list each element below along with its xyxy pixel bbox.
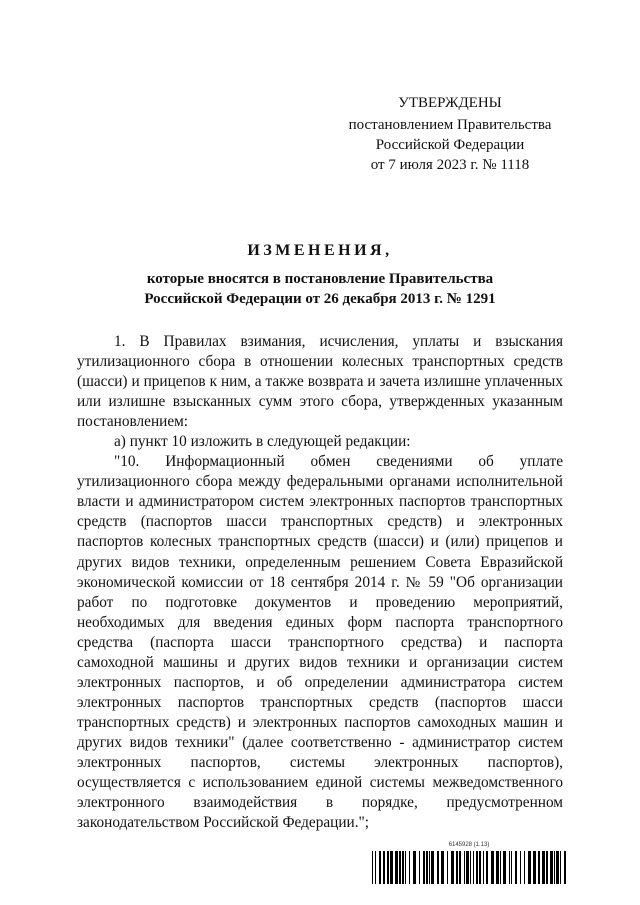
barcode-image [372, 851, 566, 884]
barcode-bar [473, 851, 474, 884]
barcode-bar [560, 851, 561, 884]
approval-line: Российской Федерации [375, 137, 525, 153]
barcode-block [372, 842, 566, 884]
barcode-bar [500, 851, 501, 884]
barcode-bar [429, 851, 430, 884]
document-heading [60, 240, 580, 309]
barcode-bar [515, 851, 517, 884]
barcode-bar [387, 851, 389, 884]
barcode-bar [538, 851, 540, 884]
barcode-bar [379, 851, 381, 884]
barcode-bar [409, 851, 410, 884]
paragraph-1: 1. В Правилах взимания, исчисления, уплаты и взыскания утилизационного сбора в отношении колесных транспортных средств (шасси) и прицепов к ним, а также возврата и зачета излишне уплаченных или излишне взысканных сумм этого сбора, утвержденных указанным постановлением: [77, 333, 563, 431]
barcode-bar [437, 851, 439, 884]
barcode-bar [564, 851, 566, 884]
barcode-bar [491, 851, 494, 884]
barcode-bar [399, 851, 401, 884]
barcode-bar [503, 851, 506, 884]
barcode-bar [479, 851, 481, 884]
barcode-bar [556, 851, 559, 884]
barcode-bar [459, 851, 461, 884]
barcode-bar [476, 851, 478, 884]
barcode-bar [431, 851, 434, 884]
barcode-bar [464, 851, 465, 884]
barcode-bar [486, 851, 488, 884]
barcode-bar [390, 851, 393, 884]
barcode-bar [533, 851, 536, 884]
approval-line: постановлением Правительства [348, 117, 552, 133]
paragraph-3: "10. Информационный обмен сведениями об уплате утилизационного сбора между федеральными органами исполнительной власти и администратором систем электронных паспортов транспортных средств (паспортов шасси транспортных средств) и электронных паспортов колесных транспортных средств (шасси) и (или) прицепов и других видов техники, определенным решением Совета Евразийской экономической комиссии от 18 сентября 2014 г. № 59 "Об организации работ по подготовке документов и проведению мероприятий, необходимых для введения единых форм паспорта транспортного средства (паспорта шасси транспортного средства) и паспорта самоходной машины и других видов техники и организации систем электронных паспортов, и об определении администратора систем электронных паспортов транспортных средств (паспортов шасси транспортных средств) и электронных паспортов самоходных машин и других видов техники" (далее соответственно - администратор систем электронных паспортов, системы электронных паспортов), осуществляется с использованием единой системы межведомственного электронного взаимодействия в порядке, предусмотренном законодательством Российской Федерации."; [77, 453, 563, 832]
barcode-bar [447, 851, 448, 884]
barcode-bar [466, 851, 469, 884]
document-subtitle [60, 269, 580, 309]
barcode-bar [383, 851, 385, 884]
barcode-bar [451, 851, 454, 884]
paragraph-2: а) пункт 10 изложить в следующей редакции: [114, 433, 411, 451]
barcode-bar [550, 851, 553, 884]
subtitle-line: которые вносятся в постановление Правительства [146, 271, 494, 287]
barcode-bar [375, 851, 376, 884]
barcode-bar [520, 851, 521, 884]
barcode-bar [441, 851, 444, 884]
document-title: ИЗМЕНЕНИЯ, [247, 242, 393, 259]
subtitle-line: Российской Федерации от 26 декабря 2013 г. № 1291 [144, 291, 496, 307]
barcode-bar [496, 851, 499, 884]
barcode-bar [413, 851, 416, 884]
barcode-bar [402, 851, 404, 884]
barcode-bar [372, 851, 373, 884]
barcode-caption: 6145928 (1.13) [448, 842, 490, 848]
document-body [77, 332, 563, 833]
barcode-bar [528, 851, 531, 884]
barcode-bar [554, 851, 555, 884]
barcode-bar [405, 851, 406, 884]
approval-line: от 7 июля 2023 г. № 1118 [370, 157, 530, 173]
barcode-bar [542, 851, 545, 884]
barcode-bar [423, 851, 425, 884]
barcode-bar [546, 851, 548, 884]
barcode-bar [395, 851, 398, 884]
approval-stamp [320, 93, 580, 175]
approval-title: УТВЕРЖДЕНЫ [398, 95, 502, 111]
barcode-bar [470, 851, 471, 884]
barcode-bar [524, 851, 525, 884]
barcode-bar [483, 851, 484, 884]
barcode-bar [426, 851, 428, 884]
barcode-bar [456, 851, 458, 884]
barcode-bar [509, 851, 510, 884]
barcode-bar [419, 851, 420, 884]
barcode-bar [511, 851, 512, 884]
